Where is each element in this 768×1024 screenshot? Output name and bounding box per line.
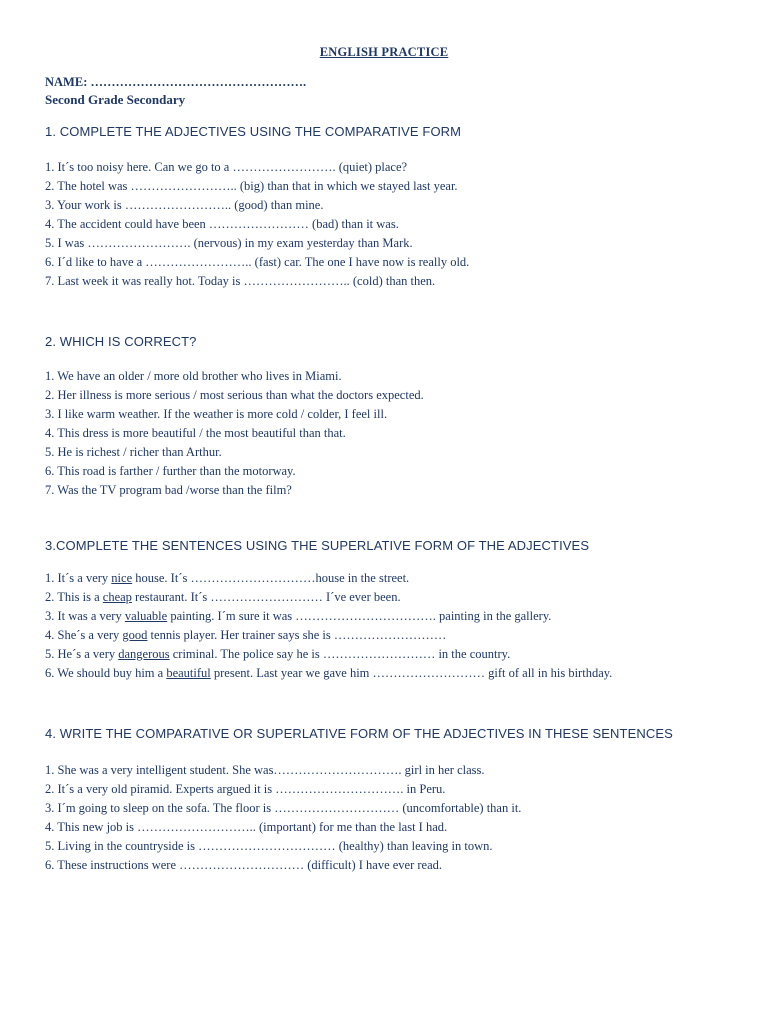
section-comparative-or-superlative: [45, 724, 745, 875]
exercise-item: 5. He is richest / richer than Arthur.: [45, 445, 222, 459]
exercise-list: [45, 569, 745, 683]
section-heading: 3.COMPLETE THE SENTENCES USING THE SUPERLATIVE FORM OF THE ADJECTIVES: [45, 538, 590, 553]
exercise-item: [45, 626, 745, 645]
exercise-item: [45, 664, 745, 683]
exercise-item: 6. I´d like to have a …………………….. (fast) car. The one I have now is really old.: [45, 255, 470, 269]
exercise-item: 5. I was ……………………. (nervous) in my exam yesterday than Mark.: [45, 236, 413, 250]
section-superlative-form: [45, 536, 745, 683]
underlined-adjective: dangerous: [118, 647, 170, 661]
underlined-adjective: nice: [111, 571, 133, 585]
underlined-adjective: valuable: [124, 609, 168, 623]
exercise-list: [45, 158, 745, 291]
name-field-line: NAME: …………………………………………….: [45, 75, 307, 89]
document-title: ENGLISH PRACTICE: [319, 45, 449, 59]
underlined-adjective: good: [122, 628, 148, 642]
exercise-item: 6. These instructions were ………………………… (difficult) I have ever read.: [45, 858, 443, 872]
section-heading: 2. WHICH IS CORRECT?: [45, 334, 197, 349]
exercise-item: 4. The accident could have been …………………… (bad) than it was.: [45, 217, 399, 231]
item-text: painting. I´m sure it was ……………………………. painting in the gallery.: [167, 609, 552, 623]
item-text: present. Last year we gave him ……………………… gift of all in his birthday.: [210, 666, 613, 680]
exercise-item: 4. This dress is more beautiful / the most beautiful than that.: [45, 426, 346, 440]
exercise-item: 1. She was a very intelligent student. She was…………………………. girl in her class.: [45, 763, 485, 777]
exercise-item: 5. Living in the countryside is …………………………… (healthy) than leaving in town.: [45, 839, 493, 853]
section-comparative-form: [45, 122, 745, 291]
section-which-is-correct: [45, 332, 745, 500]
exercise-item: 6. This road is farther / further than the motorway.: [45, 464, 296, 478]
exercise-item: 3. I like warm weather. If the weather is more cold / colder, I feel ill.: [45, 407, 388, 421]
grade-level: Second Grade Secondary: [45, 92, 186, 107]
exercise-list: [45, 367, 745, 500]
item-text: 2. This is a: [45, 590, 103, 604]
underlined-adjective: beautiful: [166, 666, 211, 680]
item-text: 3. It was a very: [45, 609, 125, 623]
item-text: tennis player. Her trainer says she is ………………………: [147, 628, 447, 642]
exercise-item: 2. It´s a very old piramid. Experts argued it is …………………………. in Peru.: [45, 782, 446, 796]
exercise-item: 2. Her illness is more serious / most serious than what the doctors expected.: [45, 388, 424, 402]
exercise-list: [45, 761, 745, 875]
exercise-item: [45, 607, 745, 626]
exercise-item: 1. We have an older / more old brother who lives in Miami.: [45, 369, 342, 383]
exercise-item: 4. This new job is ……………………….. (important) for me than the last I had.: [45, 820, 448, 834]
item-text: restaurant. It´s ……………………… I´ve ever been.: [131, 590, 401, 604]
section-heading: 4. WRITE THE COMPARATIVE OR SUPERLATIVE FORM OF THE ADJECTIVES IN THESE SENTENCES: [45, 726, 673, 741]
underlined-adjective: cheap: [102, 590, 132, 604]
exercise-item: 2. The hotel was …………………….. (big) than that in which we stayed last year.: [45, 179, 458, 193]
item-text: house. It´s …………………………house in the street.: [132, 571, 410, 585]
exercise-item: [45, 645, 745, 664]
item-text: criminal. The police say he is ……………………… in the country.: [169, 647, 511, 661]
exercise-item: 3. I´m going to sleep on the sofa. The floor is ………………………… (uncomfortable) than it.: [45, 801, 522, 815]
exercise-item: 3. Your work is …………………….. (good) than mine.: [45, 198, 324, 212]
item-text: 5. He´s a very: [45, 647, 119, 661]
exercise-item: 7. Last week it was really hot. Today is …………………….. (cold) than then.: [45, 274, 436, 288]
exercise-item: [45, 588, 745, 607]
exercise-item: [45, 569, 745, 588]
item-text: 4. She´s a very: [45, 628, 123, 642]
exercise-item: 7. Was the TV program bad /worse than the film?: [45, 483, 292, 497]
item-text: 1. It´s a very: [45, 571, 112, 585]
item-text: 6. We should buy him a: [45, 666, 167, 680]
exercise-item: 1. It´s too noisy here. Can we go to a ……………………. (quiet) place?: [45, 160, 408, 174]
section-heading: 1. COMPLETE THE ADJECTIVES USING THE COMPARATIVE FORM: [45, 124, 462, 139]
